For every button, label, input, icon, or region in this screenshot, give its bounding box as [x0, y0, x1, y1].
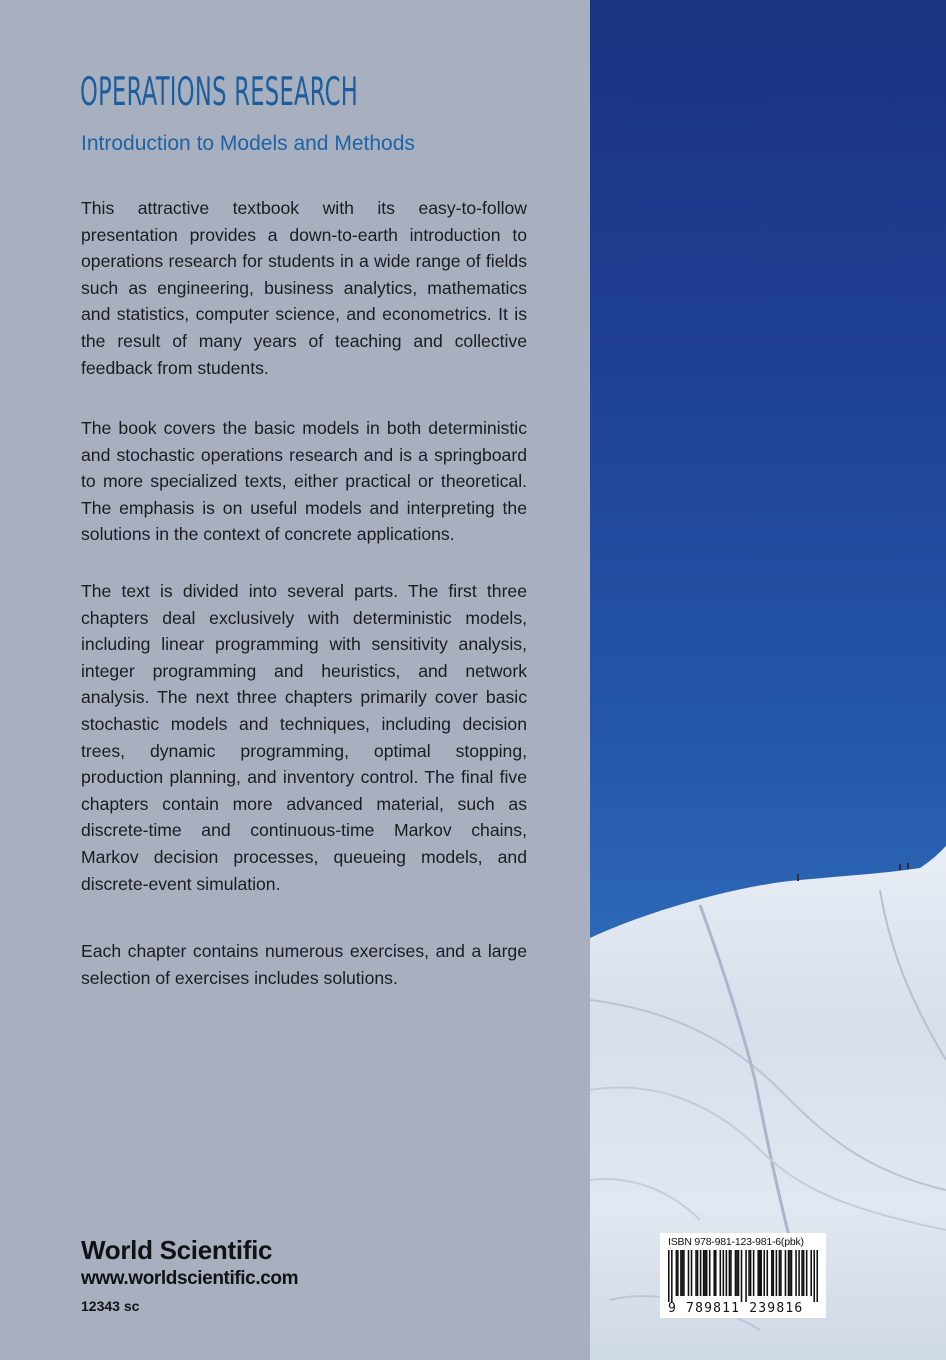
barcode-bar	[798, 1250, 800, 1296]
description-paragraph: Each chapter contains numerous exercises, and a large selection of exercises includes solutions.	[81, 941, 527, 988]
barcode-bar	[735, 1250, 737, 1296]
barcode-bar	[713, 1250, 715, 1296]
barcode-bar	[795, 1250, 797, 1296]
barcode-bar	[773, 1250, 775, 1296]
barcode-bar	[741, 1250, 743, 1302]
book-title: OPERATIONS RESEARCH	[80, 70, 359, 115]
barcode-bar	[785, 1250, 787, 1296]
barcode-bar	[816, 1250, 818, 1302]
barcode-bar	[763, 1250, 765, 1296]
description-paragraph: This attractive textbook with its easy-to-follow presentation provides a down-to-earth introduction to operations research for students in a wide range of fields such as engineering, business analytics, mathematics and statistics, computer science, and econometrics. It is the result of many years of teaching and collective feedback from students.	[81, 198, 527, 378]
barcode-bar	[748, 1250, 750, 1296]
barcode-bar	[803, 1250, 805, 1296]
barcode-bar	[688, 1250, 690, 1296]
barcode-bar	[680, 1250, 682, 1296]
barcode-bar	[697, 1250, 699, 1296]
barcode-bar	[668, 1250, 670, 1302]
publisher-url: www.worldscientific.com	[81, 1268, 299, 1289]
barcode-bar	[779, 1250, 781, 1296]
barcode-bar	[706, 1250, 708, 1296]
isbn-barcode	[660, 1233, 826, 1318]
barcode-bar	[766, 1250, 768, 1296]
mountain-snow-slope-photo	[590, 0, 946, 1360]
book-subtitle: Introduction to Models and Methods	[81, 132, 415, 155]
barcode-bar	[729, 1250, 731, 1296]
isbn-barcode-icon	[668, 1250, 818, 1302]
description-paragraph: The book covers the basic models in both deterministic and stochastic operations research and is a springboard to more specialized texts, either practical or theoretical. The emphasis is on useful models and interpreting the solutions in the context of concrete applications.	[81, 418, 527, 545]
barcode-bar	[771, 1250, 773, 1296]
barcode-bar	[753, 1250, 755, 1296]
barcode-bar	[682, 1250, 684, 1296]
barcode-bar	[715, 1250, 717, 1296]
barcode-bar	[757, 1250, 759, 1296]
barcode-bar	[671, 1250, 673, 1302]
barcode-bar	[806, 1250, 808, 1296]
barcode-bar	[683, 1250, 685, 1296]
description-paragraph: The text is divided into several parts. The first three chapters deal exclusively with deterministic models, including linear programming with sensitivity analysis, integer programming and heuristics, and network analysis. The next three chapters primarily cover basic stochastic models and techniques, including decision trees, dynamic programming, optimal stopping, production planning, and inventory control. The final five chapters contain more advanced material, such as discrete-time and continuous-time Markov chains, Markov decision processes, queueing models, and discrete-event simulation.	[81, 581, 527, 894]
barcode-bar	[788, 1250, 790, 1296]
barcode-bar	[745, 1250, 747, 1302]
barcode-bar	[738, 1250, 740, 1296]
barcode-bar	[730, 1250, 732, 1296]
barcode-bar	[760, 1250, 762, 1296]
barcode-bar	[726, 1250, 728, 1296]
barcode-bar	[691, 1250, 693, 1296]
barcode-bar	[789, 1250, 791, 1296]
barcode-bar	[700, 1250, 702, 1296]
isbn-label: ISBN 978-981-123-981-6(pbk)	[668, 1236, 804, 1248]
publisher-code: 12343 sc	[81, 1298, 140, 1314]
barcode-bar	[736, 1250, 738, 1296]
barcode-bar	[677, 1250, 679, 1296]
barcode-bar	[720, 1250, 722, 1296]
publisher-block	[81, 1235, 298, 1317]
barcode-bar	[791, 1250, 793, 1296]
barcode-bar	[750, 1250, 752, 1296]
barcode-bar	[780, 1250, 782, 1296]
barcode-bar	[676, 1250, 678, 1296]
barcode-bar	[703, 1250, 705, 1296]
barcode-bar	[723, 1250, 725, 1296]
barcode-bar	[759, 1250, 761, 1296]
barcode-bar	[695, 1250, 697, 1296]
barcode-bar	[709, 1250, 711, 1296]
snow-slope-illustration	[590, 0, 946, 1360]
barcode-bar	[810, 1250, 812, 1296]
barcode-bar	[801, 1250, 803, 1296]
publisher-name: World Scientific	[81, 1235, 273, 1265]
barcode-bar	[776, 1250, 778, 1296]
barcode-digits: 9 789811 239816	[668, 1301, 804, 1316]
barcode-bar	[704, 1250, 706, 1296]
barcode-bar	[813, 1250, 815, 1302]
